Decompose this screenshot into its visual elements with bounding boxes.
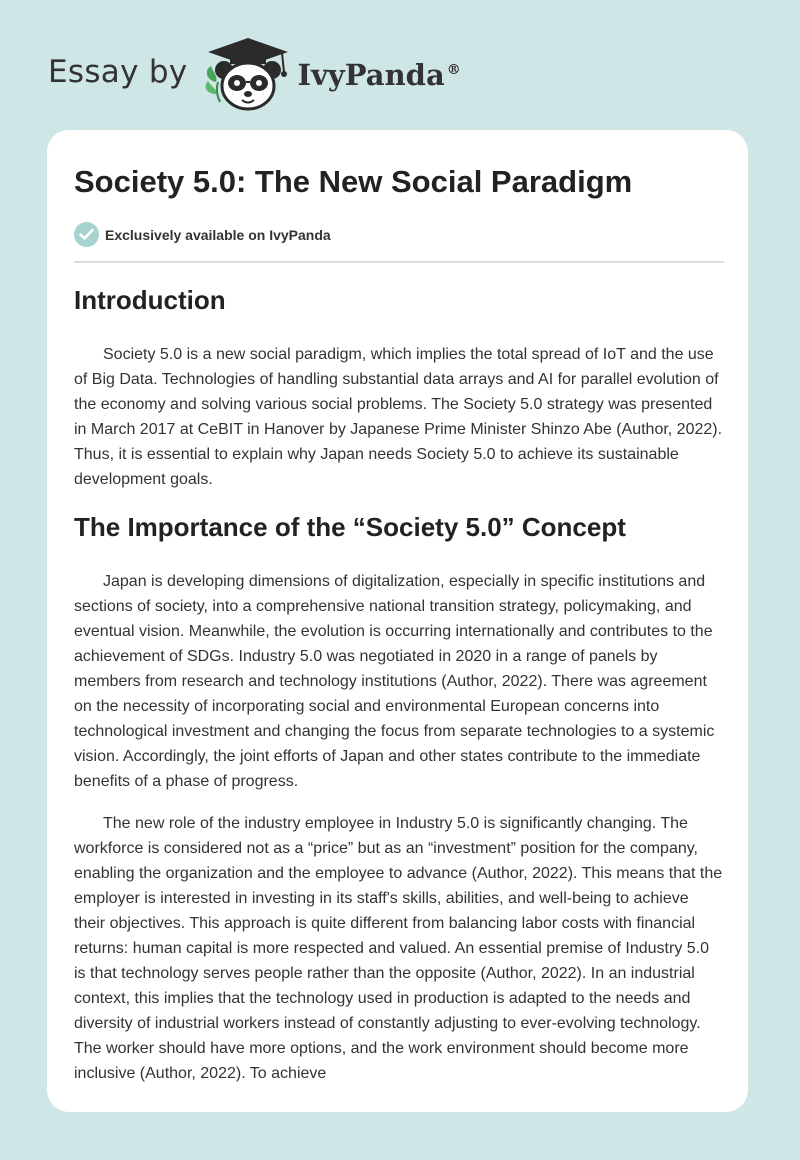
exclusive-badge <box>74 222 331 247</box>
section-heading-importance: The Importance of the “Society 5.0” Concept <box>74 512 626 542</box>
exclusive-label: Exclusively available on IvyPanda <box>105 226 331 243</box>
site-header <box>48 36 461 112</box>
check-circle-icon <box>74 222 99 247</box>
brand-name: IvyPanda ® <box>297 58 461 92</box>
divider <box>74 261 724 263</box>
paragraph-importance-2: The new role of the industry employee in Industry 5.0 is significantly changing. The workforce is considered not as a “price” but as an “investment” position for the company, enabling the organization and the employee to advance (Author, 2022). This means that the employer is interested in investing in its staff's skills, abilities, and well-being to achieve their objectives. This approach is quite different from balancing labor costs with financial returns: human capital is more respected and valued. An essential premise of Industry 5.0 is that technology serves people rather than the opposite (Author, 2022). In an industrial context, this implies that the technology used in production is adapted to the needs and diversity of industrial workers instead of constantly adjusting to ever-evolving technology. The worker should have more options, and the work environment should become more inclusive (Author, 2022). To achieve <box>74 815 723 1082</box>
essay-card <box>47 130 748 1112</box>
paragraph-importance-1: Japan is developing dimensions of digitalization, especially in specific institutions and sections of society, into a comprehensive national transition strategy, policymaking, and eventual vision. Meanwhile, the evolution is occurring internationally and contributes to the achievement of SDGs. Industry 5.0 was negotiated in 2020 in a range of panels by members from research and technology institutions (Author, 2022). There was agreement on the necessity of incorporating social and environmental European concerns into technological investment and changing the focus from separate technologies to a systemic vision. Accordingly, the joint efforts of Japan and other states contribute to the immediate benefits of a phase of progress. <box>74 573 715 790</box>
paragraph-introduction: Society 5.0 is a new social paradigm, which implies the total spread of IoT and the use of Big Data. Technologies of handling substantial data arrays and AI for parallel evolution of the economy and solving various social problems. The Society 5.0 strategy was presented in March 2017 at CeBIT in Hanover by Japanese Prime Minister Shinzo Abe (Author, 2022). Thus, it is essential to explain why Japan needs Society 5.0 to achieve its sustainable development goals. <box>74 346 723 488</box>
section-heading-introduction: Introduction <box>74 285 226 315</box>
page-title: Society 5.0: The New Social Paradigm <box>74 164 633 199</box>
essay-by-label: Essay by <box>48 54 188 90</box>
panda-graduate-icon <box>202 36 294 112</box>
